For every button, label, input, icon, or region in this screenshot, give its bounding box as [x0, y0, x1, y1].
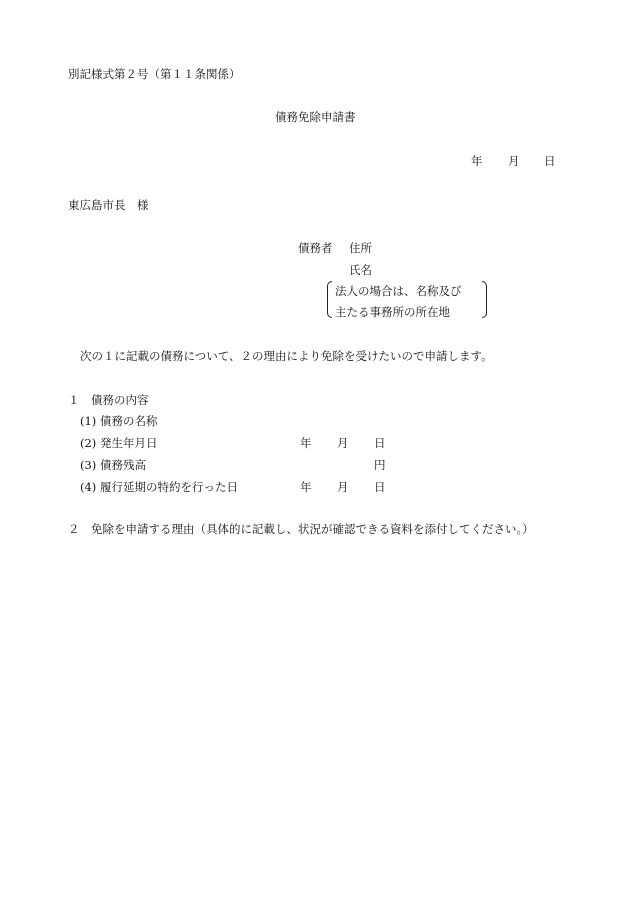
date-day-label: 日: [544, 154, 556, 168]
form-reference: 別記様式第２号（第１１条関係）: [68, 67, 241, 81]
debt-name-label: (1) 債務の名称: [80, 414, 158, 428]
occurrence-date-label: (2) 発生年月日: [80, 436, 158, 450]
occurrence-month: 月: [337, 436, 349, 450]
corp-note-line1: 法人の場合は、名称及び: [335, 284, 462, 298]
deferral-day: 日: [374, 480, 386, 494]
date-year-label: 年: [471, 154, 483, 168]
occurrence-day: 日: [374, 436, 386, 450]
deferral-date-label: (4) 履行延期の特約を行った日: [80, 480, 238, 494]
deferral-year: 年: [300, 480, 312, 494]
date-month-label: 月: [508, 154, 520, 168]
address-label: 住所: [349, 241, 372, 255]
application-statement: 次の１に記載の債務について、２の理由により免除を受けたいので申請します。: [80, 349, 493, 363]
corp-note-line2: 主たる事務所の所在地: [335, 305, 450, 319]
section2-heading: ２ 免除を申請する理由（具体的に記載し、状況が確認できる資料を添付してください。）: [68, 522, 534, 536]
debt-balance-unit: 円: [374, 458, 386, 472]
debt-balance-label: (3) 債務残高: [80, 458, 146, 472]
corp-note-left-bracket: [327, 281, 332, 318]
occurrence-year: 年: [300, 436, 312, 450]
section1-heading: １ 債務の内容: [68, 393, 149, 407]
name-label: 氏名: [349, 263, 372, 277]
document-title: 債務免除申請書: [275, 110, 356, 124]
debtor-label: 債務者: [298, 241, 333, 255]
deferral-month: 月: [337, 480, 349, 494]
corp-note-right-bracket: [482, 281, 487, 318]
addressee: 東広島市長 様: [68, 198, 149, 212]
